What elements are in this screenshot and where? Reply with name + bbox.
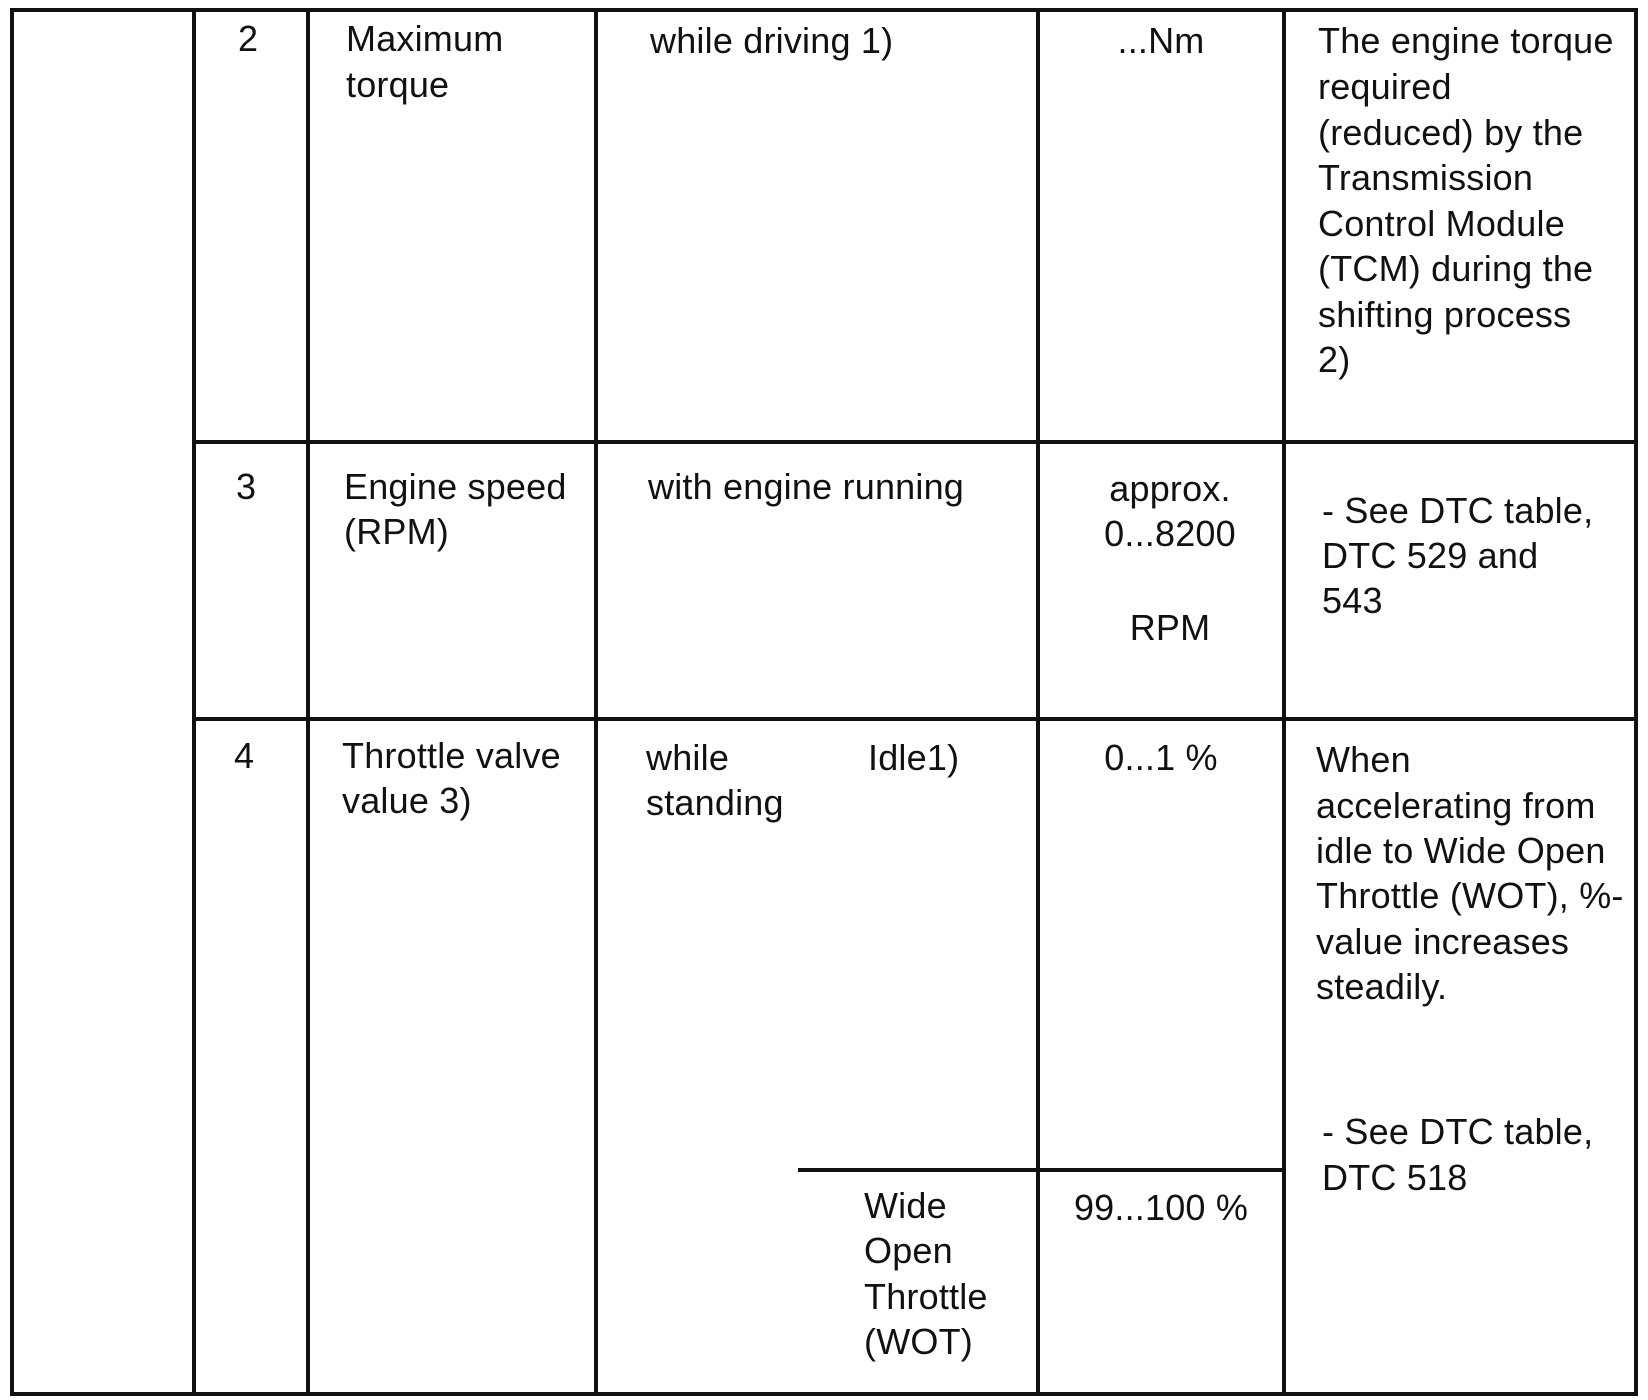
row-2-condition: while driving 1) [650,20,894,61]
row-4-wot-value: 99...100 % [1073,1187,1249,1228]
row-2-notes-line-6: (TCM) during the [1318,248,1594,289]
row-2-name-line-2: torque [346,64,450,105]
row-2-notes-line-7: shifting process [1318,294,1572,335]
row-3-number: 3 [236,466,257,507]
row-3-notes-line-1: - See DTC table, [1322,490,1594,531]
column-divider-1 [192,8,196,1396]
column-divider-3 [594,8,598,1396]
row-4-condition-line-2: standing [646,782,784,823]
column-divider-2 [306,8,310,1396]
sub-row-divider [798,1168,1284,1172]
row-4-notes-2-line-2: DTC 518 [1322,1157,1468,1198]
row-3-name-line-2: (RPM) [344,511,449,552]
row-4-notes-line-1: When [1316,739,1411,780]
row-3-name-line-1: Engine speed [344,466,567,507]
row-2-name-line-1: Maximum [346,18,504,59]
row-2-number: 2 [238,18,259,59]
row-4-name-line-2: value 3) [342,780,472,821]
column-divider-5 [1282,8,1286,1396]
row-2-notes-line-2: required [1318,66,1452,107]
row-4-wot-state-line-1: Wide [864,1185,947,1226]
row-2-notes-line-3: (reduced) by the [1318,112,1584,153]
row-divider-1 [192,440,1638,444]
row-4-notes-line-4: Throttle (WOT), %- [1316,875,1624,916]
row-4-condition-line-1: while [646,737,730,778]
row-4-wot-state-line-4: (WOT) [864,1321,973,1362]
row-3-condition: with engine running [648,466,965,507]
table-border-left [10,8,14,1396]
row-3-notes-line-2: DTC 529 and [1322,535,1539,576]
row-4-notes-line-3: idle to Wide Open [1316,830,1606,871]
row-3-value-line-3: RPM [1129,607,1211,648]
row-2-notes-line-1: The engine torque [1318,20,1614,61]
row-3-value-line-2: 0...8200 [1104,513,1236,554]
row-2-value: ...Nm [1117,20,1205,61]
row-4-notes-2-line-1: - See DTC table, [1322,1111,1594,1152]
table-border-right [1634,8,1638,1396]
row-4-idle-state: Idle1) [868,737,960,778]
row-3-notes-line-3: 543 [1322,580,1383,621]
row-divider-2 [192,717,1638,721]
row-2-notes-line-8: 2) [1318,339,1351,380]
row-4-number: 4 [234,735,255,776]
row-4-idle-value: 0...1 % [1104,737,1218,778]
row-4-notes-line-5: value increases [1316,921,1570,962]
table-border-bottom [10,1392,1638,1396]
row-3-value-line-1: approx. [1109,468,1231,509]
table-border-top [10,8,1638,12]
row-2-notes-line-5: Control Module [1318,203,1565,244]
row-4-notes-line-6: steadily. [1316,966,1448,1007]
row-4-wot-state-line-2: Open [864,1230,953,1271]
row-2-notes-line-4: Transmission [1318,157,1534,198]
row-4-name-line-1: Throttle valve [342,735,561,776]
row-4-notes-line-2: accelerating from [1316,785,1596,826]
row-4-wot-state-line-3: Throttle [864,1276,988,1317]
